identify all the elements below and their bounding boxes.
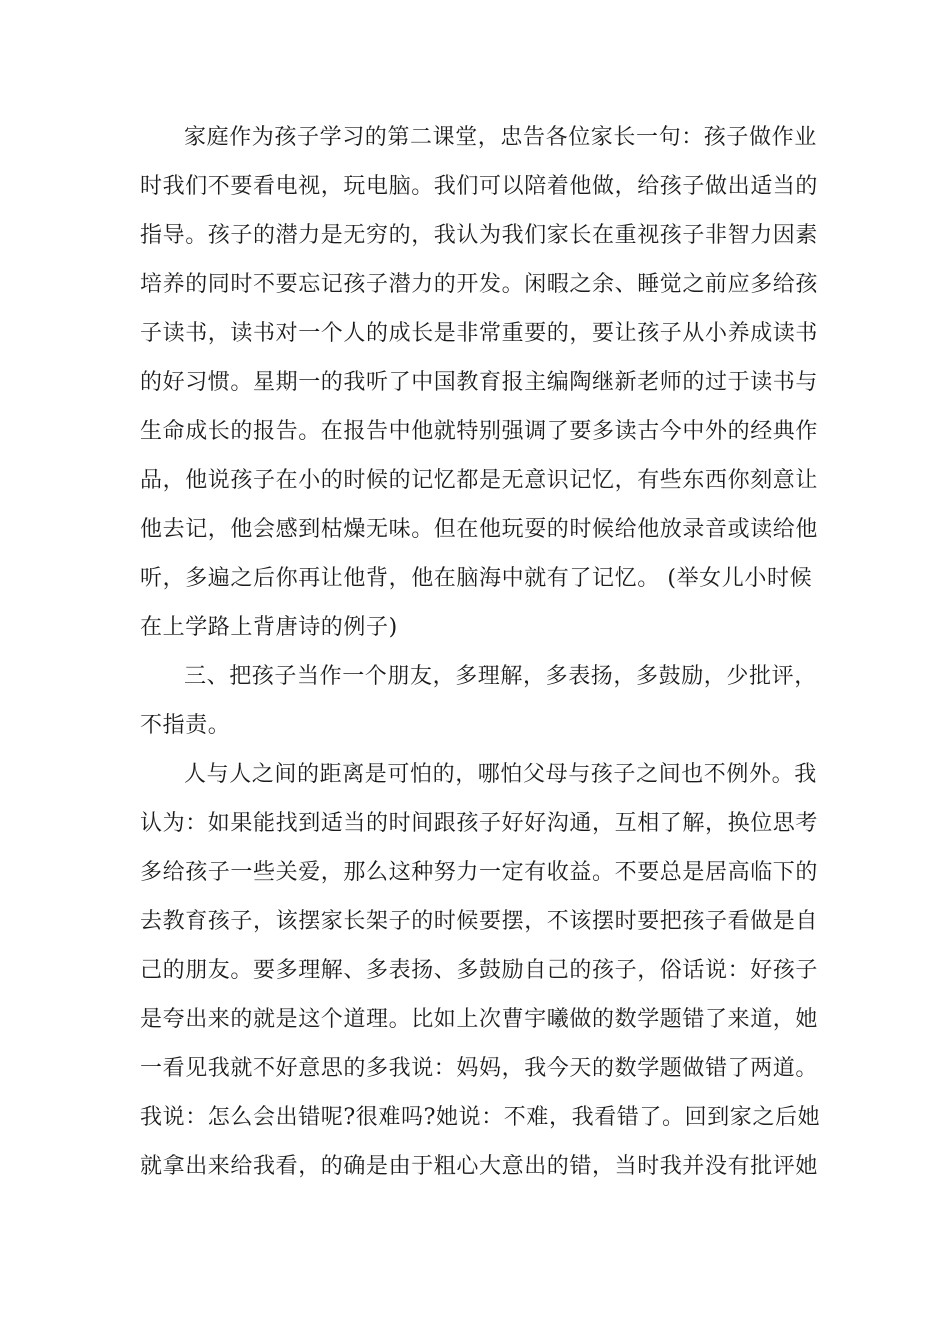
text-line: 认为：如果能找到适当的时间跟孩子好好沟通，互相了解，换位思考 [140, 811, 819, 836]
text-line: 听，多遍之后你再让他背，他在脑海中就有了记忆。 (举女儿小时候 [140, 566, 813, 591]
document-body [140, 113, 820, 1191]
text-line: 在上学路上背唐诗的例子) [140, 615, 398, 640]
text-line: 己的朋友。要多理解、多表扬、多鼓励自己的孩子，俗话说：好孩子 [140, 958, 819, 983]
paragraph-section-three-heading [140, 652, 820, 750]
text-line: 就拿出来给我看，的确是由于粗心大意出的错，当时我并没有批评她 [140, 1154, 819, 1179]
text-line: 不指责。 [140, 713, 231, 738]
text-line: 多给孩子一些关爱，那么这种努力一定有收益。不要总是居高临下的 [140, 860, 819, 885]
text-line: 子读书，读书对一个人的成长是非常重要的，要让孩子从小养成读书 [140, 321, 819, 346]
text-line: 我说：怎么会出错呢?很难吗?她说：不难，我看错了。回到家之后她 [140, 1105, 821, 1130]
text-line: 是夸出来的就是这个道理。比如上次曹宇曦做的数学题错了来道，她 [140, 1007, 819, 1032]
text-line: 他去记，他会感到枯燥无味。但在他玩耍的时候给他放录音或读给他 [140, 517, 819, 542]
text-line: 人与人之间的距离是可怕的，哪怕父母与孩子之间也不例外。我 [184, 762, 817, 787]
text-line: 一看见我就不好意思的多我说：妈妈，我今天的数学题做错了两道。 [140, 1056, 819, 1081]
text-line: 指导。孩子的潜力是无穷的，我认为我们家长在重视孩子非智力因素 [140, 223, 819, 248]
text-line: 的好习惯。星期一的我听了中国教育报主编陶继新老师的过于读书与 [140, 370, 819, 395]
paragraph-communication [140, 750, 820, 1191]
text-line: 生命成长的报告。在报告中他就特别强调了要多读古今中外的经典作 [140, 419, 819, 444]
text-line: 家庭作为孩子学习的第二课堂，忠告各位家长一句：孩子做作业 [184, 125, 817, 150]
text-line: 三、把孩子当作一个朋友，多理解，多表扬，多鼓励，少批评， [184, 664, 817, 689]
text-line: 培养的同时不要忘记孩子潜力的开发。闲暇之余、睡觉之前应多给孩 [140, 272, 819, 297]
text-line: 时我们不要看电视，玩电脑。我们可以陪着他做，给孩子做出适当的 [140, 174, 819, 199]
text-line: 品，他说孩子在小的时候的记忆都是无意识记忆，有些东西你刻意让 [140, 468, 819, 493]
text-line: 去教育孩子，该摆家长架子的时候要摆，不该摆时要把孩子看做是自 [140, 909, 819, 934]
paragraph-homework-advice [140, 113, 820, 652]
